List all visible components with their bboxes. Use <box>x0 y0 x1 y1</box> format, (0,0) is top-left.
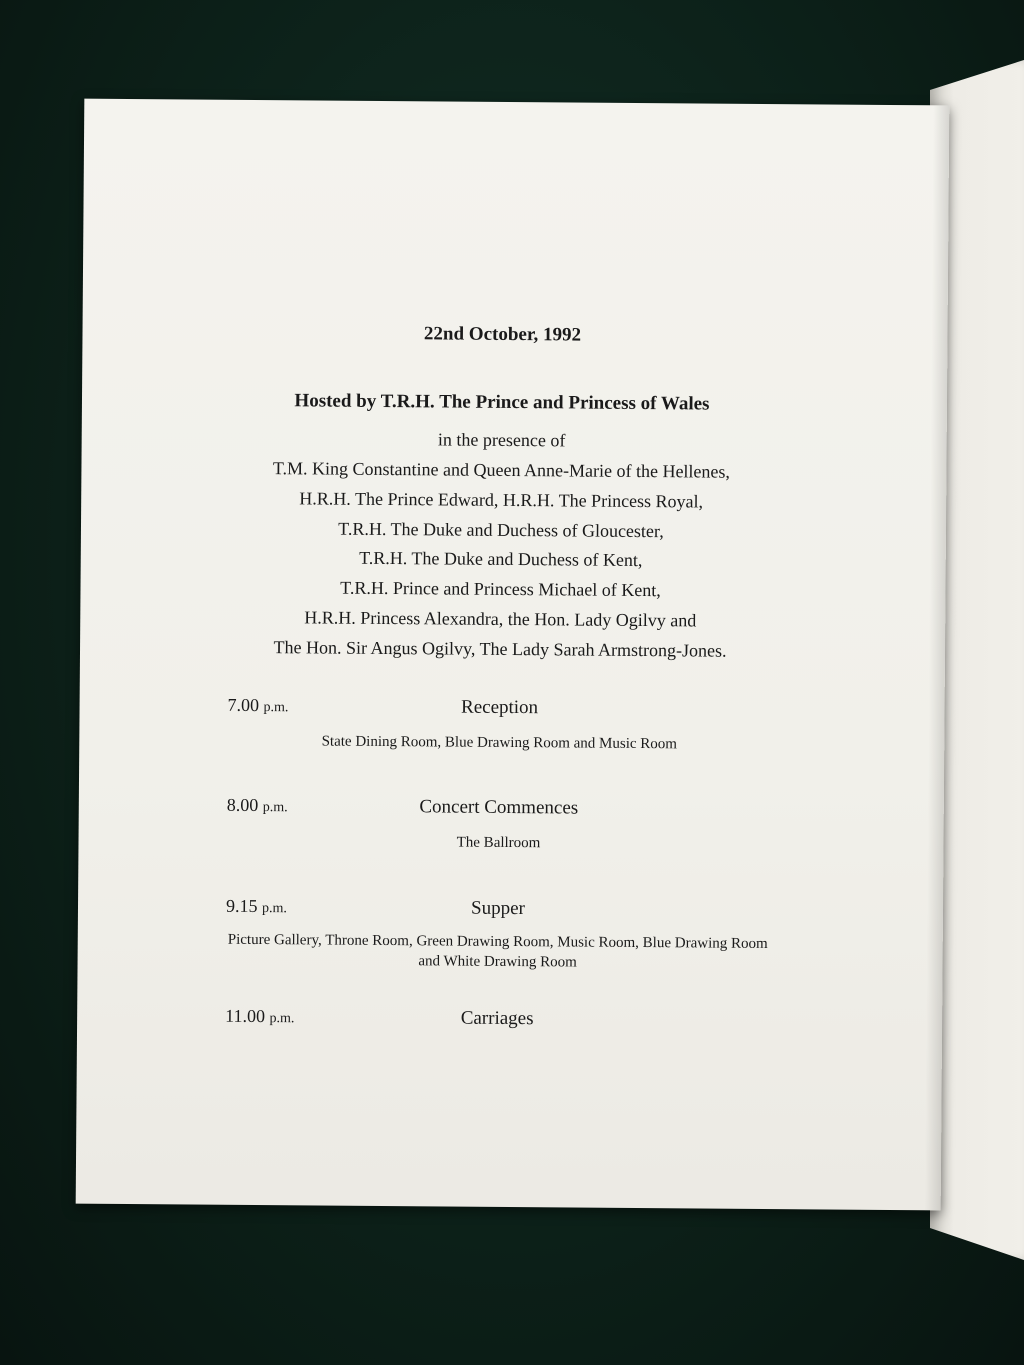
programme-page <box>76 99 950 1211</box>
presence-line: in the presence of <box>437 429 566 451</box>
schedule-item-supper <box>78 895 918 971</box>
event-location: State Dining Room, Blue Drawing Room and Music Room <box>321 733 678 753</box>
guest-line: T.R.H. The Duke and Duchess of Kent, <box>359 548 643 571</box>
guest-line: T.R.H. The Duke and Duchess of Gloucester, <box>338 518 664 541</box>
event-title: Supper <box>471 897 525 920</box>
guest-line: The Hon. Sir Angus Ogilvy, The Lady Sarah Armstrong-Jones. <box>273 636 727 661</box>
event-time: 7.00 p.m. <box>227 694 289 716</box>
event-title: Carriages <box>460 1007 534 1030</box>
event-location: Picture Gallery, Throne Room, Green Drawing Room, Music Room, Blue Drawing Room and White Drawing Room <box>227 931 768 971</box>
schedule-item-carriages <box>77 1005 917 1030</box>
guest-line: H.R.H. The Prince Edward, H.R.H. The Princess Royal, <box>299 488 704 512</box>
guest-line: T.M. King Constantine and Queen Anne-Marie of the Hellenes, <box>272 458 731 482</box>
event-time: 8.00 p.m. <box>226 794 288 816</box>
schedule-item-reception <box>80 694 920 753</box>
event-time: 9.15 p.m. <box>225 895 287 917</box>
guest-line: H.R.H. Princess Alexandra, the Hon. Lady Ogilvy and <box>304 607 697 631</box>
event-date: 22nd October, 1992 <box>423 323 582 346</box>
event-time: 11.00 p.m. <box>225 1005 295 1027</box>
host-line: Hosted by T.R.H. The Prince and Princess of Wales <box>294 390 710 415</box>
guest-list <box>80 453 922 668</box>
event-title: Concert Commences <box>419 796 579 819</box>
guest-line: T.R.H. Prince and Princess Michael of Kent, <box>340 577 661 601</box>
event-title: Reception <box>460 696 539 719</box>
schedule-item-concert <box>79 794 919 852</box>
event-location: The Ballroom <box>456 834 541 852</box>
